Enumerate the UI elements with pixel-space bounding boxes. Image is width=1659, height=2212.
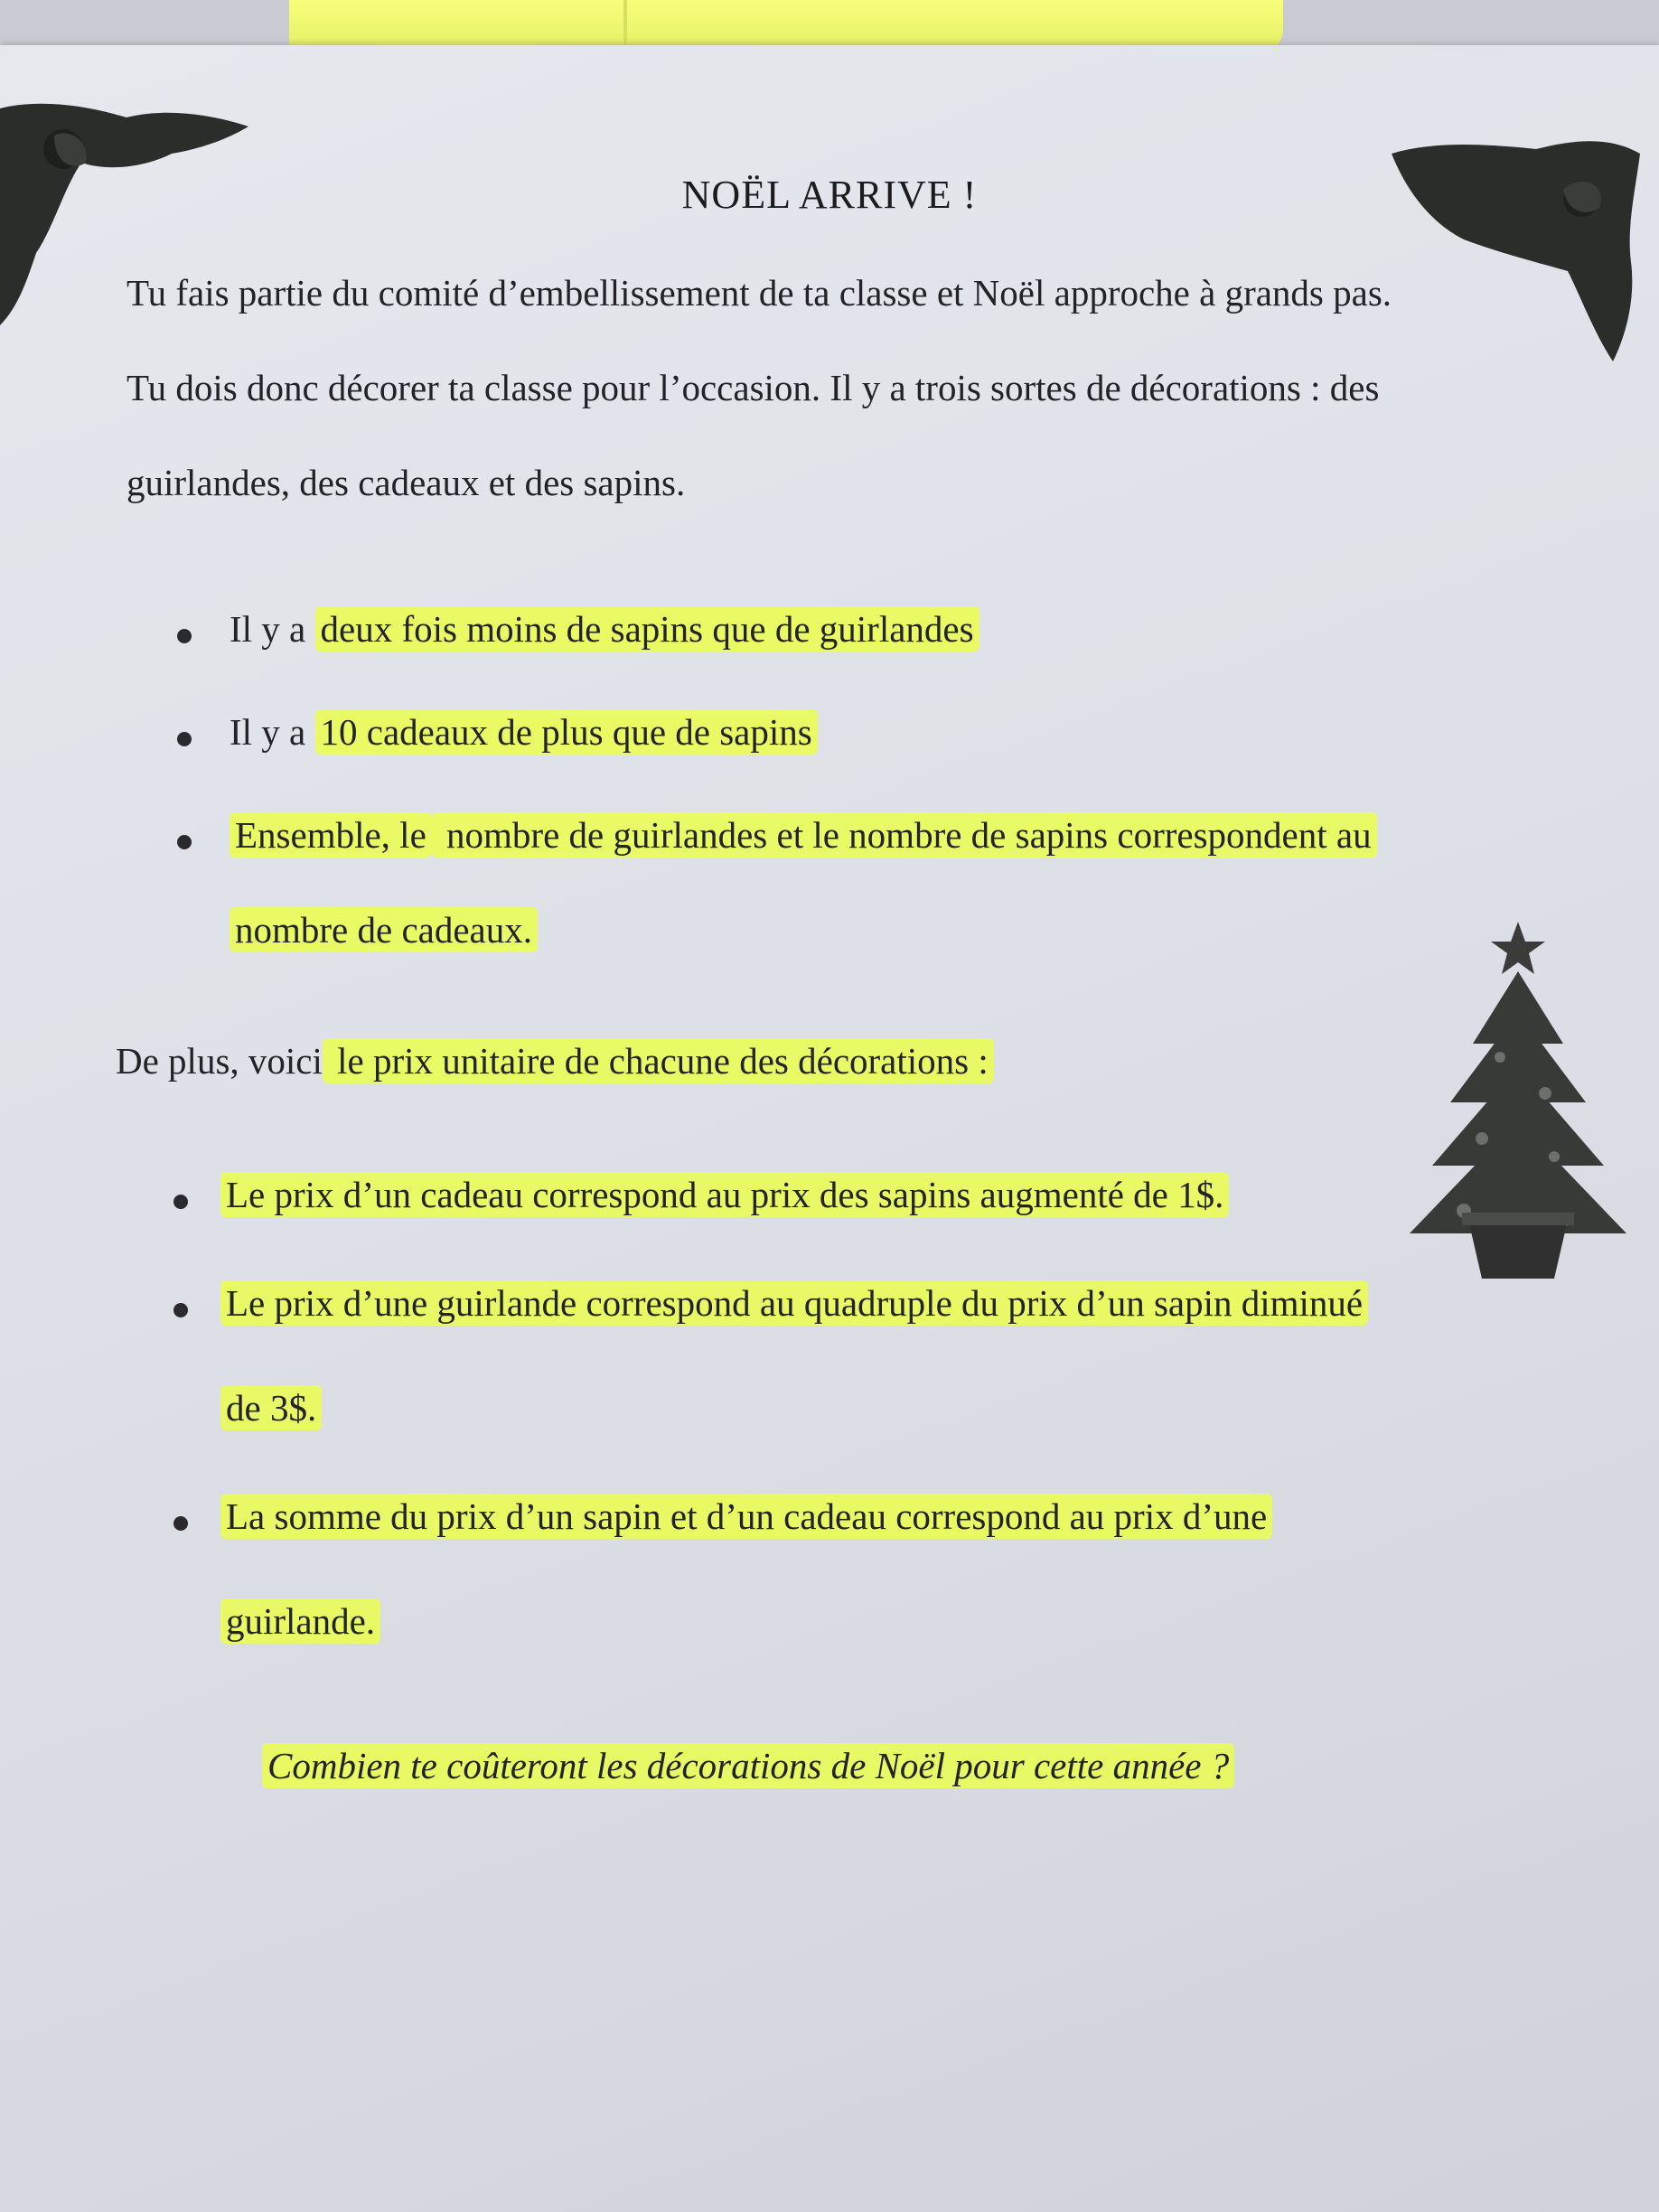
bullet-point — [173, 1195, 188, 1209]
quantity-item-2 — [230, 710, 818, 754]
quantity-item-3-line-1 — [230, 813, 1377, 857]
question — [262, 1744, 1234, 1787]
prices-intro — [116, 1039, 994, 1083]
quantity-item-1-prefix: Il y a — [230, 608, 315, 650]
quantity-item-3-line-2 — [230, 908, 538, 951]
price-item-1-text: Le prix d’un cadeau correspond au prix des sapins augmenté de 1$. — [220, 1172, 1229, 1217]
price-item-1 — [220, 1173, 1229, 1216]
quantity-item-2-highlight: 10 cadeaux de plus que de sapins — [315, 709, 818, 755]
bullet-point — [177, 629, 192, 643]
question-text: Combien te coûteront les décorations de Noël pour cette année ? — [262, 1743, 1234, 1788]
holly-corner-right-icon — [1382, 136, 1654, 370]
quantity-item-3-highlight: nombre de guirlandes et le nombre de sapins correspondent au — [432, 812, 1377, 858]
intro-line-3: guirlandes, des cadeaux et des sapins. — [127, 462, 686, 503]
quantity-item-1 — [230, 607, 979, 651]
price-item-2-line-2 — [220, 1386, 322, 1429]
quantity-item-3-prefix: Ensemble, le — [230, 812, 432, 858]
bullet-point — [177, 732, 192, 746]
price-item-2-text: Le prix d’une guirlande correspond au quadruple du prix d’un sapin diminué — [220, 1280, 1368, 1326]
quantity-item-1-highlight: deux fois moins de sapins que de guirlandes — [315, 606, 979, 651]
intro-line-1: Tu fais partie du comité d’embellissement de ta classe et Noël approche à grands pas. — [127, 272, 1392, 314]
page-title: NOËL ARRIVE ! — [681, 173, 978, 217]
bullet-point — [173, 1516, 188, 1531]
price-item-3-line-1 — [220, 1495, 1272, 1538]
price-item-3-text: La somme du prix d’un sapin et d’un cadeau correspond au prix d’une — [220, 1494, 1272, 1539]
christmas-tree-icon — [1382, 922, 1636, 1328]
bullet-point — [173, 1303, 188, 1317]
price-item-2-line-1 — [220, 1281, 1368, 1325]
price-item-3-line-2 — [220, 1599, 380, 1643]
quantity-item-2-prefix: Il y a — [230, 711, 315, 753]
prices-intro-prefix: De plus, voici — [116, 1040, 323, 1082]
price-item-3-line-2-text: guirlande. — [220, 1598, 380, 1644]
prices-intro-highlight: le prix unitaire de chacune des décorations : — [323, 1038, 994, 1083]
bullet-point — [177, 835, 192, 849]
price-item-2-line-2-text: de 3$. — [220, 1385, 322, 1430]
quantity-item-3-line-2-text: nombre de cadeaux. — [230, 907, 538, 952]
worksheet-page — [0, 45, 1659, 2212]
intro-line-2: Tu dois donc décorer ta classe pour l’occasion. Il y a trois sortes de décorations : des — [127, 367, 1380, 408]
